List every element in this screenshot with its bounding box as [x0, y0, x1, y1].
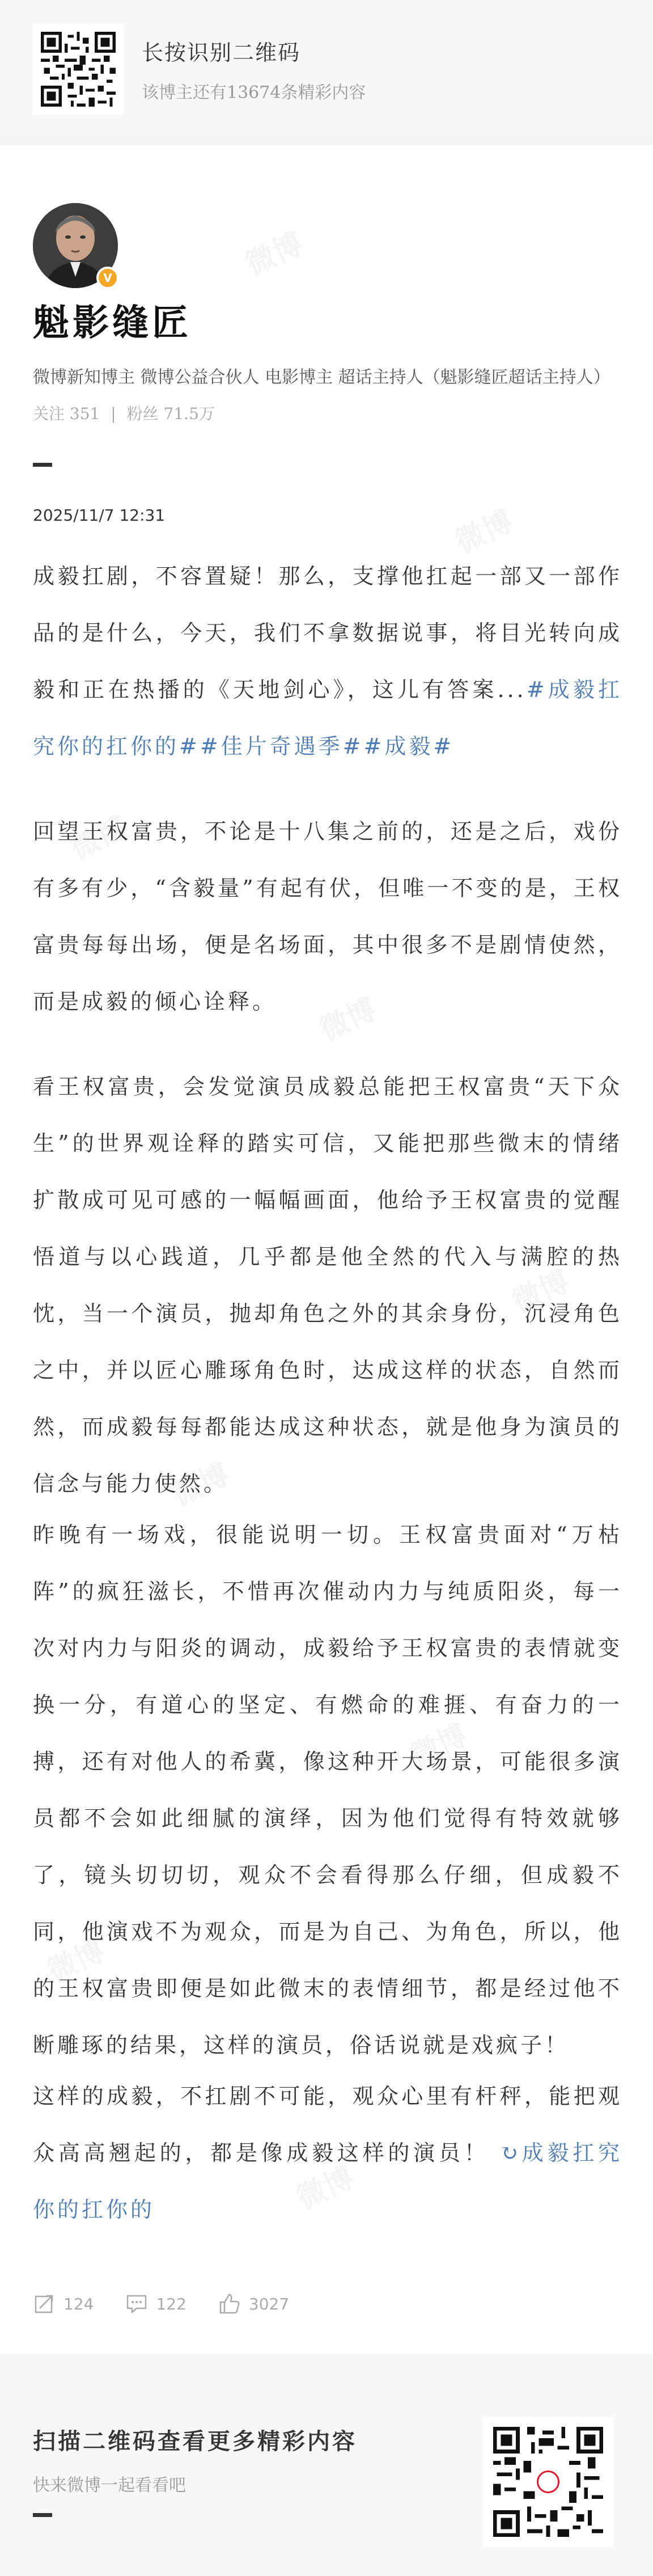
- hashtag-links[interactable]: #成毅扛究你的扛你的##佳片奇遇季##成毅#: [33, 677, 622, 759]
- post-paragraph-3: 看王权富贵，会发觉演员成毅总能把王权富贵“天下众生”的世界观诠释的踏实可信，又能把那些微末的情绪扩散成可见可感的一幅幅画面，他给予王权富贵的觉醒悟道与以心践道，几乎都是他全然的代入与满腔的热忱，当一个演员，抛却角色之外的其余身份，沉浸角色之中，并以匠心雕琢角色时，达成这样的状态，自然而然，而成毅每每都能达成这种状态，就是他身为演员的信念与能力使然。: [33, 1074, 622, 1496]
- author-name[interactable]: 魁影缝匠: [33, 302, 192, 344]
- post-paragraph-2: 回望王权富贵，不论是十八集之前的，还是之后，戏份有多有少，“含毅量”有起有伏，但唯一不变的是，王权富贵每每出场，便是名场面，其中很多不是剧情使然，而是成毅的倾心诠释。: [33, 819, 622, 1014]
- post-paragraph-4: 昨晚有一场戏，很能说明一切。王权富贵面对“万枯阵”的疯狂滋长，不惜再次催动内力与纯质阳炎，每一次对内力与阳炎的调动，成毅给予王权富贵的表情就变换一分，有道心的坚定、有燃命的难捱、有奋力的一搏，还有对他人的希冀，像这种开大场景，可能很多演员都不会如此细腻的演绎，因为他们觉得有特效就够了，镜头切切切，观众不会看得那么仔细，但成毅不同，他演戏不为观众，而是为自己、为角色，所以，他的王权富贵即便是如此微末的表情细节，都是经过他不断雕琢的结果，这样的演员，俗话说就是戏疯子！: [33, 1522, 622, 2058]
- author-description: 微博新知博主 微博公益合伙人 电影博主 超话主持人（魁影缝匠超话主持人）: [33, 368, 610, 387]
- thumbs-up-icon: [218, 2292, 241, 2315]
- fans-label: 粉丝: [126, 404, 159, 423]
- fans-count: 71.5万: [163, 404, 215, 423]
- post-card: [0, 145, 653, 2354]
- qr-banner: [0, 0, 653, 136]
- comment-icon: [125, 2292, 148, 2315]
- weibo-logo-icon: [537, 2471, 559, 2493]
- divider-line: [33, 463, 52, 467]
- qr-code-small[interactable]: [33, 24, 124, 115]
- watermark: [238, 220, 309, 284]
- footer-divider-line: [33, 2513, 52, 2517]
- footer-subtitle: 快来微博一起看看吧: [33, 2476, 186, 2495]
- banner-title: 长按识别二维码: [142, 40, 301, 65]
- repost-icon: [33, 2292, 56, 2315]
- repost-count: 124: [63, 2294, 94, 2313]
- qr-code-large[interactable]: [483, 2417, 613, 2547]
- follow-count: 351: [69, 404, 100, 423]
- like-button[interactable]: [218, 2292, 289, 2315]
- comment-count: 122: [156, 2294, 186, 2313]
- post-paragraph-1: [33, 548, 622, 775]
- verified-badge-icon: V: [96, 267, 119, 289]
- comment-button[interactable]: [125, 2292, 186, 2315]
- like-count: 3027: [248, 2294, 290, 2313]
- paragraph-text: 成毅扛剧，不容置疑！那么，支撑他扛起一部又一部作品的是什么，今天，我们不拿数据说事，将目光转向成毅和正在热播的《天地剑心》，这儿有答案...: [33, 564, 622, 702]
- footer-qr-section: [0, 2354, 653, 2576]
- author-avatar[interactable]: [33, 203, 118, 288]
- follow-label: 关注: [33, 404, 65, 423]
- author-stats: [33, 402, 215, 424]
- post-paragraph-5: [33, 2068, 622, 2238]
- footer-title: 扫描二维码查看更多精彩内容: [33, 2428, 357, 2455]
- post-date: 2025/11/7 12:31: [33, 506, 166, 525]
- super-topic-icon: ↻: [500, 2140, 521, 2165]
- super-topic-label: 成毅扛究你的扛你的: [33, 2140, 622, 2222]
- stats-divider: |: [111, 404, 116, 423]
- paragraph-text: 这样的成毅，不扛剧不可能，观众心里有杆秤，能把观众高高翘起的，都是像成毅这样的演员！: [33, 2084, 622, 2165]
- post-actions: [33, 2292, 289, 2315]
- repost-button[interactable]: [33, 2292, 94, 2315]
- qr-code-icon: [41, 32, 116, 107]
- banner-subtitle: 该博主还有13674条精彩内容: [142, 83, 366, 103]
